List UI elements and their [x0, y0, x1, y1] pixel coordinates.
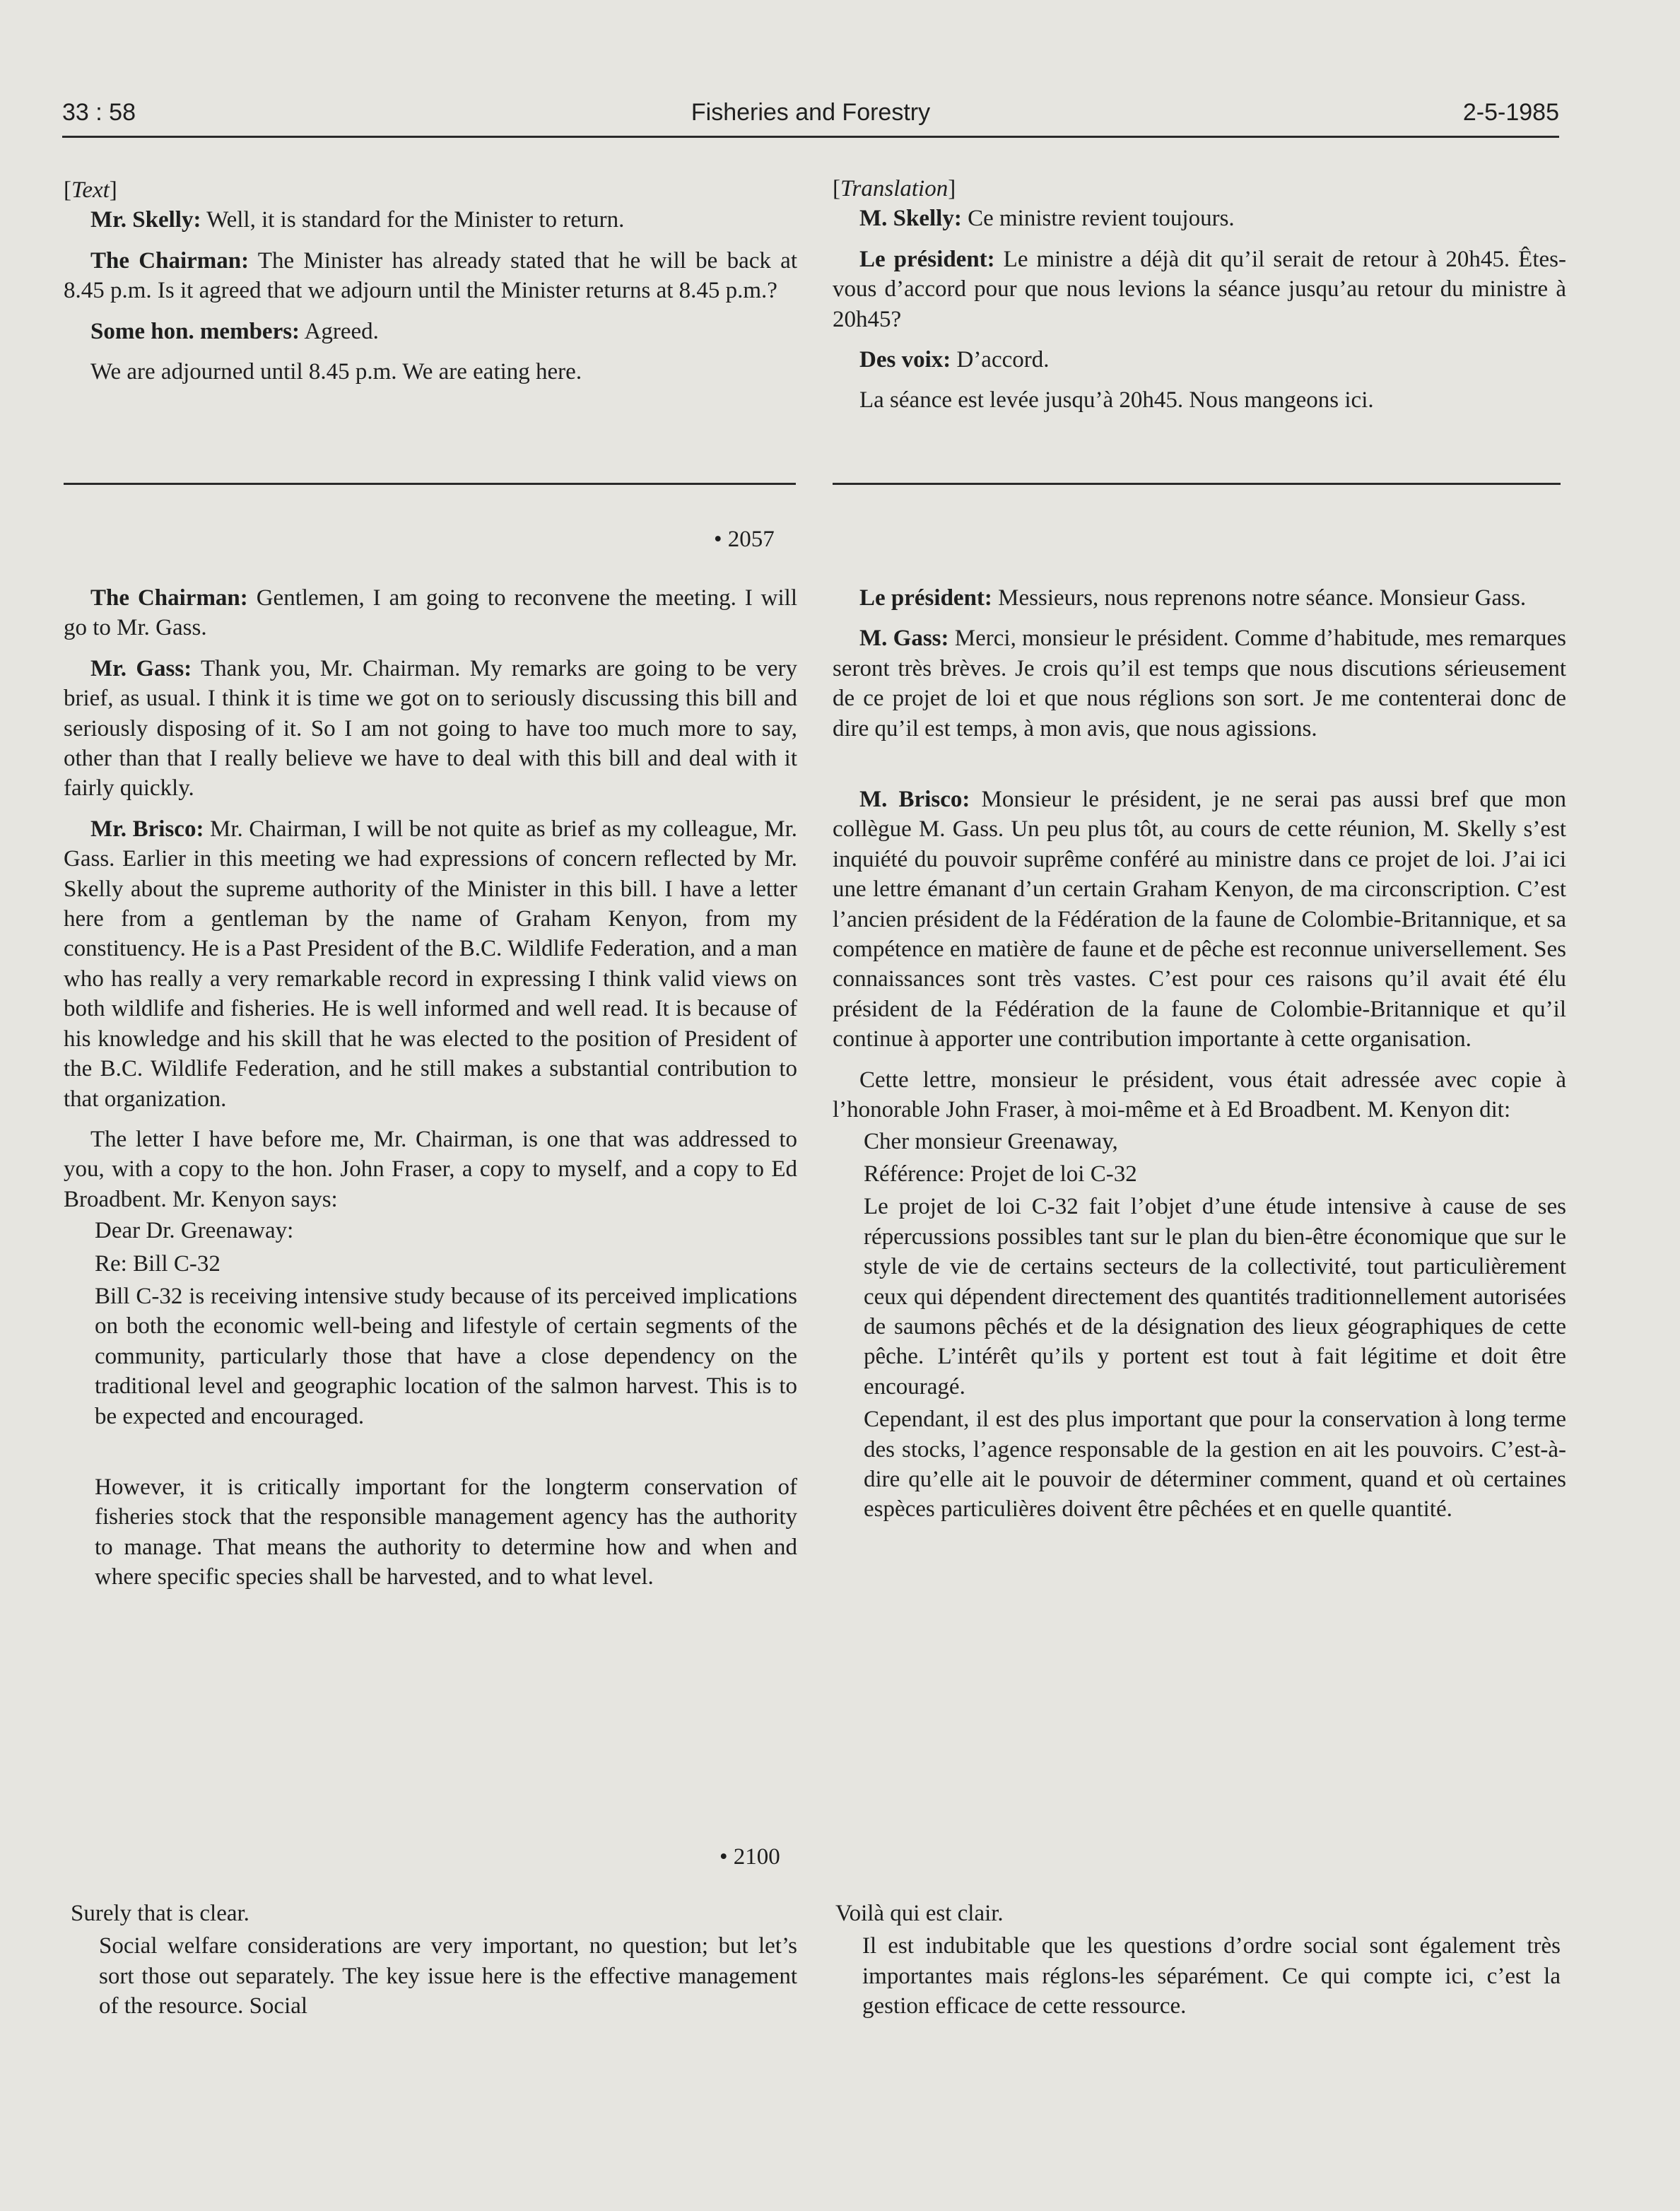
french-section-2	[833, 583, 1566, 1525]
speaker-name: M. Brisco:	[859, 787, 970, 813]
paragraph: La séance est levée jusqu’à 20h45. Nous mangeons ici.	[859, 387, 1374, 414]
paragraph	[833, 583, 1566, 613]
paragraph	[833, 245, 1566, 334]
letter-salutation: Dear Dr. Greenaway:	[95, 1218, 294, 1244]
label-text: Text	[71, 177, 110, 203]
letter-reference: Référence: Projet de loi C-32	[864, 1161, 1137, 1187]
paragraph	[64, 205, 797, 235]
letter-reference: Re: Bill C-32	[95, 1250, 221, 1277]
speech-text: Messieurs, nous reprenons notre séance. Monsieur Gass.	[992, 585, 1527, 611]
section-label: [Translation]	[833, 176, 956, 201]
speech-text: Thank you, Mr. Chairman. My remarks are going to be very brief, as usual. I think it is time we got on to seriously discussing this bill and seriously disposing of it. So I am not going to have too much more to say, other than that I really believe we have to deal with this bill and deal with it fairly quickly.	[64, 655, 797, 802]
paragraph	[64, 246, 797, 306]
speaker-name: Mr. Gass:	[90, 655, 192, 681]
speaker-name: M. Gass:	[859, 626, 949, 652]
english-section-3	[71, 1899, 797, 2022]
speaker-name: The Chairman:	[90, 247, 249, 274]
letter-paragraph: Cependant, il est des plus important que pour la conservation à long terme des stocks, l’agence responsable de la gestion en ait les pouvoirs. C’est-à-dire qu’elle ait le pouvoir de déterminer comment, quand et où certaines espèces particulières doivent être pêchées et en quelle quantité.	[864, 1407, 1566, 1523]
paragraph	[833, 204, 1566, 233]
letter-paragraph: However, it is critically important for the longterm conservation of fisheries stock that the responsible management agency has the authority to manage. That means the authority to determine how and when and where specific species shall be harvested, and to what level.	[95, 1474, 797, 1590]
speaker-name: Le président:	[859, 246, 995, 272]
paragraph	[833, 345, 1566, 375]
english-section-2	[64, 583, 797, 1593]
time-marker: • 2100	[719, 1844, 780, 1870]
paragraph	[64, 317, 797, 346]
header-date: 2-5-1985	[1462, 99, 1559, 126]
speaker-name: Some hon. members:	[90, 318, 300, 344]
speech-text: Monsieur le président, je ne serai pas aussi bref que mon collègue M. Gass. Un peu plus tôt, au cours de cette réunion, M. Skelly s’est inquiété du pouvoir suprême conféré au ministre dans ce projet de loi. J’ai ici une lettre émanant d’un certain Graham Kenyon, de ma circonscription. C’est l’ancien président de la Fédération de la faune de Colombie-Britannique, et sa compétence en matière de faune et de pêche est reconnue universellement. Ses connaissances sont très vastes. C’est pour ces raisons qu’il avait été élu président de la Fédération de la faune de Colombie-Britannique et qu’il continue à apporter une contribution importante à cette organisation.	[833, 787, 1566, 1052]
letter-paragraph: Bill C-32 is receiving intensive study because of its perceived implications on both the economic well-being and lifestyle of certain segments of the community, particularly those that have a close dependency on the traditional level and geographic location of the salmon harvest. This is to be expected and encouraged.	[95, 1283, 797, 1429]
speaker-name: Mr. Skelly:	[90, 207, 201, 233]
time-marker: • 2057	[714, 527, 775, 552]
paragraph	[64, 654, 797, 804]
french-section-1	[833, 174, 1566, 416]
paragraph	[833, 623, 1566, 744]
letter-paragraph: Le projet de loi C-32 fait l’objet d’une étude intensive à cause de ses répercussions possibles tant sur le plan du bien-être économique que sur le style de vie de certains secteurs de la collectivité, tout particulièrement ceux qui dépendent directement des quantités traditionnellement autorisées de saumons pêchés et de la désignation des lieux géographiques de cette pêche. L’intérêt qu’ils y portent est tout à fait légitime et doit être encouragé.	[864, 1194, 1566, 1400]
publication-title: Fisheries and Forestry	[691, 99, 931, 126]
paragraph	[833, 785, 1566, 1055]
letter-paragraph: Il est indubitable que les questions d’ordre social sont également très importantes mais réglons-les séparément. Ce qui compte ici, c’est la gestion efficace de cette ressource.	[862, 1933, 1561, 2019]
section-divider-left	[64, 483, 796, 485]
section-divider-right	[833, 483, 1561, 485]
speech-text: Ce ministre revient toujours.	[961, 206, 1235, 232]
letter-salutation: Cher monsieur Greenaway,	[864, 1128, 1118, 1154]
paragraph	[64, 814, 797, 1114]
speaker-name: Mr. Brisco:	[90, 816, 204, 842]
speech-text: D’accord.	[951, 347, 1050, 373]
page-number: 33 : 58	[62, 99, 136, 126]
french-section-3	[835, 1899, 1561, 2022]
english-section-1	[64, 175, 797, 387]
speech-text: Well, it is standard for the Minister to return.	[201, 207, 625, 233]
paragraph	[64, 583, 797, 643]
paragraph: The letter I have before me, Mr. Chairman, is one that was addressed to you, with a copy to the hon. John Fraser, a copy to myself, and a copy to Ed Broadbent. Mr. Kenyon says:	[64, 1126, 797, 1212]
letter-paragraph: Voilà qui est clair.	[835, 1901, 1004, 1926]
paragraph: Cette lettre, monsieur le président, vous était adressée avec copie à l’honorable John Fraser, à moi-même et à Ed Broadbent. M. Kenyon dit:	[833, 1067, 1566, 1123]
paragraph: We are adjourned until 8.45 p.m. We are eating here.	[90, 359, 582, 385]
speech-text: Agreed.	[300, 318, 379, 344]
speech-text: The Minister has already stated that he will be back at 8.45 p.m. Is it agreed that we adjourn until the Minister returns at 8.45 p.m.?	[64, 247, 797, 304]
label-text: Translation	[840, 176, 948, 201]
speaker-name: M. Skelly:	[859, 206, 962, 232]
speaker-name: The Chairman:	[90, 585, 248, 611]
running-header	[62, 99, 1559, 138]
speech-text: Merci, monsieur le président. Comme d’habitude, mes remarques seront très brèves. Je crois qu’il est temps que nous discutions sérieusement de ce projet de loi et que nous réglions son sort. Je me contenterai donc de dire qu’il est temps, à mon avis, que nous agissions.	[833, 626, 1566, 741]
speaker-name: Le président:	[859, 585, 992, 611]
letter-paragraph: Surely that is clear.	[71, 1901, 249, 1926]
speech-text: Mr. Chairman, I will be not quite as brief as my colleague, Mr. Gass. Earlier in this meeting we had expressions of concern reflected by Mr. Skelly about the supreme authority of the Minister in this bill. I have a letter here from a gentleman by the name of Graham Kenyon, from my constituency. He is a Past President of the B.C. Wildlife Federation, and a man who has really a very remarkable record in expressing I think valid views on both wildlife and fisheries. He is well informed and well read. It is because of his knowledge and his skill that he was elected to the position of President of the B.C. Wildlife Federation, and he still makes a substantial contribution to that organization.	[64, 816, 797, 1112]
speaker-name: Des voix:	[859, 347, 951, 373]
letter-paragraph: Social welfare considerations are very important, no question; but let’s sort those out separately. The key issue here is the effective management of the resource. Social	[99, 1933, 797, 2019]
speech-text: Le ministre a déjà dit qu’il serait de retour à 20h45. Êtes-vous d’accord pour que nous levions la séance jusqu’au retour du ministre à 20h45?	[833, 246, 1566, 332]
speech-text: Gentlemen, I am going to reconvene the meeting. I will go to Mr. Gass.	[64, 585, 798, 641]
section-label: [Text]	[64, 177, 117, 203]
